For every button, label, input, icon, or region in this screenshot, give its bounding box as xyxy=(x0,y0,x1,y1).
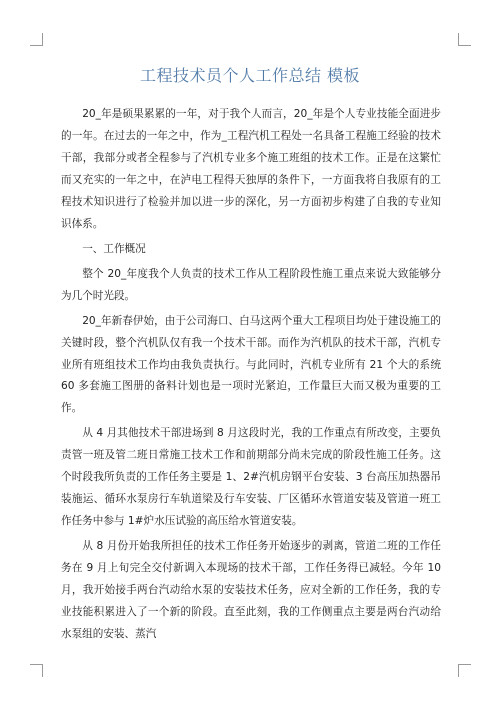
crop-mark-bottom-left xyxy=(30,664,43,677)
paragraph-spring: 20_年新春伊始，由于公司海口、白马这两个重大工程项目均处于建设施工的关键时段，整个汽机队仅有我一个技术干部。而作为汽机队的技术干部，汽机专业所有班组技术工作均由我负责执行。与此同时，汽机专业所有 21 个大的系统 60 多套施工图册的备料计划也是一项时光紧迫，工作量巨大而又极为重要的工作。 xyxy=(61,314,441,415)
crop-mark-bottom-right xyxy=(458,664,471,677)
paragraph-april-august: 从 4 月其他技术干部进场到 8 月这段时光，我的工作重点有所改变，主要负责管一班及管二班日常施工技术工作和前期部分尚未完成的阶段性施工任务。这个时段我所负责的工作任务主要是 1、2#汽机房钢平台安装、3 台高压加热器吊装施运、循环水泵房行车轨道梁及行车安装、厂区循环水管道安装及管道一班工作任务中参与 1#炉水压试验的高压给水管道安装。 xyxy=(61,427,441,528)
paragraph-august-onward: 从 8 月份开始我所担任的技术工作任务开始逐步的剥离，管道二班的工作任务在 9 月上旬完全交付新调入本现场的技术干部，工作任务得已减轻。今年 10 月，我开始接手两台汽动给水泵的安装技术任务，应对全新的工作任务，我的专业技能积累进入了一个新的阶段。直至此刻，我的工作侧重点主要是两台汽动给水泵组的安装、蒸汽 xyxy=(61,540,441,640)
crop-mark-top-right xyxy=(458,33,471,46)
section-heading-overview: 一、工作概况 xyxy=(82,242,146,255)
document-body xyxy=(61,104,441,649)
crop-mark-top-left xyxy=(30,33,43,46)
paragraph-periods: 整个 20_年度我个人负责的技术工作从工程阶段性施工重点来说大致能够分为几个时光段。 xyxy=(61,267,441,302)
document-title: 工程技术员个人工作总结 模板 xyxy=(139,66,361,85)
paragraph-intro: 20_年是硕果累累的一年，对于我个人而言，20_年是个人专业技能全面进步的一年。在过去的一年之中，作为_工程汽机工程处一名具备工程施工经验的技术干部，我部分或者全程参与了汽机专业多个施工班组的技术工作。正是在这繁忙而又充实的一年之中，在泸电工程得天独厚的条件下，一方面我将自我原有的工程技术知识进行了检验并加以进一步的深化，另一方面初步构建了自我的专业知识体系。 xyxy=(61,108,441,230)
